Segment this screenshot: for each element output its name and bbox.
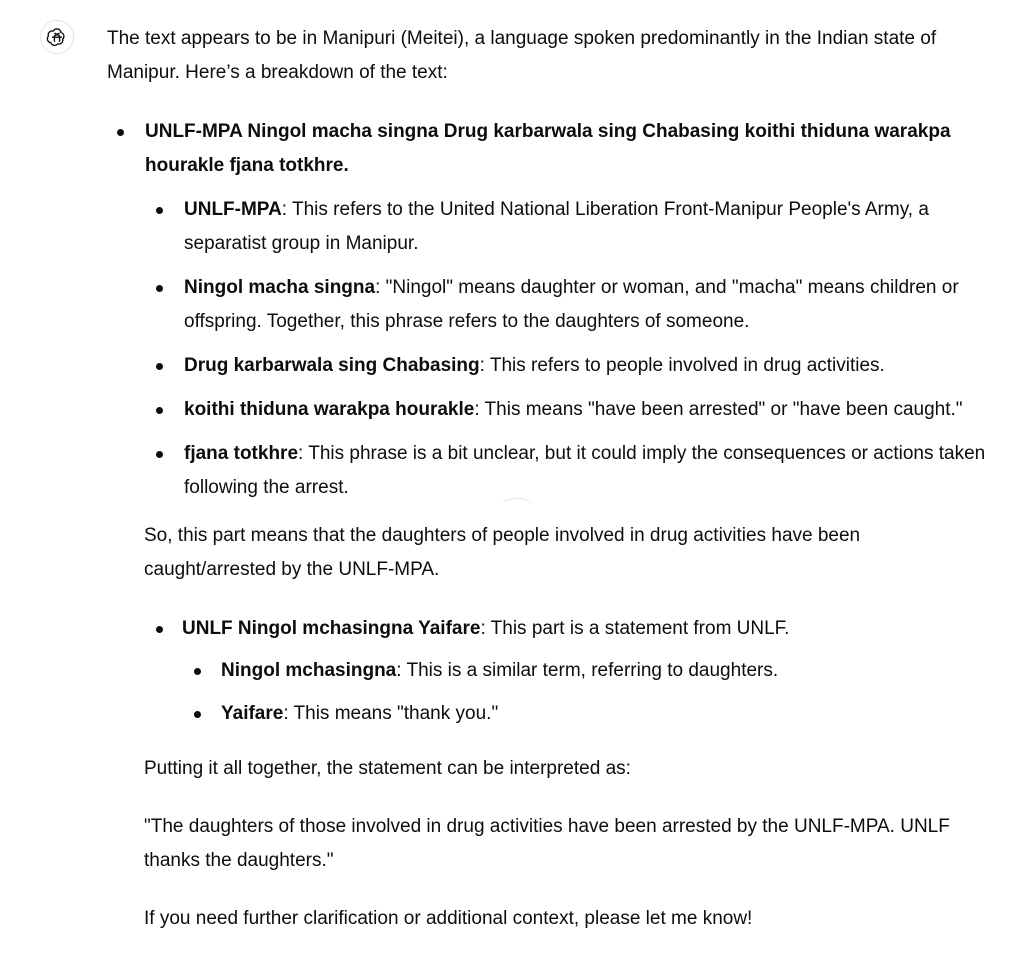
list-item bbox=[182, 612, 987, 731]
term: UNLF Ningol mchasingna Yaifare bbox=[182, 618, 481, 639]
statement-list bbox=[182, 612, 987, 731]
definition: : This phrase is a bit unclear, but it could imply the consequences or actions taken following the arrest. bbox=[184, 443, 986, 498]
assistant-message bbox=[107, 22, 987, 936]
definition: : This means "have been arrested" or "have been caught." bbox=[474, 399, 963, 420]
list-item bbox=[145, 115, 987, 505]
section1-heading: UNLF-MPA Ningol macha singna Drug karbarwala sing Chabasing koithi thiduna warakpa hourakle fjana totkhre. bbox=[145, 121, 951, 176]
list-item bbox=[221, 654, 987, 688]
closing-paragraph: If you need further clarification or additional context, please let me know! bbox=[144, 908, 753, 929]
list-item bbox=[184, 349, 987, 383]
definition: : This refers to the United National Liberation Front-Manipur People's Army, a separatist group in Manipur. bbox=[184, 199, 929, 254]
quote-paragraph: "The daughters of those involved in drug activities have been arrested by the UNLF-MPA. UNLF thanks the daughters." bbox=[144, 816, 950, 871]
putting-together-paragraph: Putting it all together, the statement can be interpreted as: bbox=[144, 758, 631, 779]
breakdown-list bbox=[145, 115, 987, 505]
list-item bbox=[184, 437, 987, 505]
term: Drug karbarwala sing Chabasing bbox=[184, 355, 480, 376]
definition: : This part is a statement from UNLF. bbox=[480, 618, 790, 639]
definition: : This refers to people involved in drug activities. bbox=[479, 355, 885, 376]
term: Ningol mchasingna bbox=[221, 660, 397, 681]
intro-paragraph: The text appears to be in Manipuri (Meitei), a language spoken predominantly in the Indian state of Manipur. Here’s a breakdown of the text: bbox=[107, 28, 937, 83]
term: UNLF-MPA bbox=[184, 199, 282, 220]
list-item bbox=[184, 393, 987, 427]
scroll-hint bbox=[500, 498, 534, 515]
list-item bbox=[184, 193, 987, 261]
summary-paragraph: So, this part means that the daughters of people involved in drug activities have been caught/arrested by the UNLF-MPA. bbox=[144, 525, 861, 580]
assistant-avatar bbox=[40, 20, 74, 54]
list-item bbox=[221, 697, 987, 731]
term: Ningol macha singna bbox=[184, 277, 376, 298]
list-item bbox=[184, 271, 987, 339]
term: Yaifare bbox=[221, 703, 284, 724]
definition: : "Ningol" means daughter or woman, and "macha" means children or offspring. Together, this phrase refers to the daughters of someone. bbox=[184, 277, 959, 332]
openai-logo-icon bbox=[46, 26, 68, 48]
definition: : This is a similar term, referring to daughters. bbox=[396, 660, 779, 681]
section2-sublist bbox=[221, 654, 987, 731]
term: koithi thiduna warakpa hourakle bbox=[184, 399, 475, 420]
section1-sublist bbox=[184, 193, 987, 505]
term: fjana totkhre bbox=[184, 443, 299, 464]
definition: : This means "thank you." bbox=[283, 703, 499, 724]
